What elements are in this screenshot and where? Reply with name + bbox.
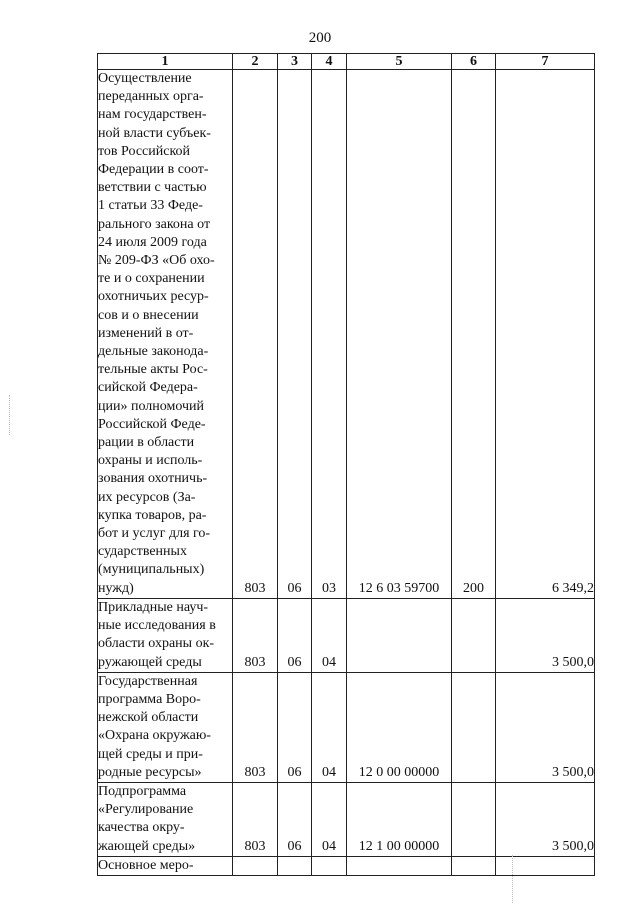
amount-value: 6 349,2 bbox=[496, 70, 595, 599]
target-article-code: 12 0 00 00000 bbox=[347, 672, 452, 782]
table-row bbox=[98, 598, 595, 672]
column-header-4: 4 bbox=[312, 54, 347, 70]
row-description: Государственная программа Воро- нежской области «Охрана окружаю- щей среды и при- родные ресурсы» bbox=[98, 672, 233, 782]
subsection-code: 04 bbox=[312, 672, 347, 782]
expense-type-code: 200 bbox=[452, 70, 496, 599]
row-description: Осуществление переданных орга- нам государствен- ной власти субъек- тов Российской Федерации в соот- ветствии с частью 1 статьи 33 Феде- рального закона от 24 июля 2009 года № 209-ФЗ «Об охо- те и о сохранении охотничьих ресур- сов и о внесении изменений в от- дельные законода- тельные акты Рос- сийской Федера- ции» полномочий Российской Феде- рации в области охраны и исполь- зования охотничь- их ресурсов (За- купка товаров, ра- бот и услуг для го- сударственных (муниципальных) нужд) bbox=[98, 70, 233, 599]
ministry-code: 803 bbox=[233, 672, 278, 782]
column-header-6: 6 bbox=[452, 54, 496, 70]
section-code: 06 bbox=[278, 70, 312, 599]
scan-margin-line bbox=[512, 855, 513, 903]
target-article-code: 12 1 00 00000 bbox=[347, 782, 452, 856]
table-row bbox=[98, 672, 595, 782]
ministry-code: 803 bbox=[233, 598, 278, 672]
table-header-row bbox=[98, 54, 595, 70]
ministry-code bbox=[233, 856, 278, 875]
expense-type-code bbox=[452, 856, 496, 875]
amount-value: 3 500,0 bbox=[496, 598, 595, 672]
amount-value: 3 500,0 bbox=[496, 672, 595, 782]
page-number: 200 bbox=[308, 30, 332, 46]
section-code: 06 bbox=[278, 782, 312, 856]
target-article-code bbox=[347, 856, 452, 875]
row-description: Прикладные науч- ные исследования в области охраны ок- ружающей среды bbox=[98, 598, 233, 672]
expense-type-code bbox=[452, 782, 496, 856]
subsection-code: 03 bbox=[312, 70, 347, 599]
section-code bbox=[278, 856, 312, 875]
amount-value bbox=[496, 856, 595, 875]
column-header-2: 2 bbox=[233, 54, 278, 70]
expense-type-code bbox=[452, 598, 496, 672]
row-description: Основное меро- bbox=[98, 856, 233, 875]
amount-value: 3 500,0 bbox=[496, 782, 595, 856]
subsection-code: 04 bbox=[312, 782, 347, 856]
target-article-code bbox=[347, 598, 452, 672]
table-row bbox=[98, 782, 595, 856]
section-code: 06 bbox=[278, 672, 312, 782]
ministry-code: 803 bbox=[233, 782, 278, 856]
column-header-1: 1 bbox=[98, 54, 233, 70]
row-description: Подпрограмма «Регулирование качества окру- жающей среды» bbox=[98, 782, 233, 856]
ministry-code: 803 bbox=[233, 70, 278, 599]
budget-table bbox=[97, 53, 595, 876]
column-header-3: 3 bbox=[278, 54, 312, 70]
target-article-code: 12 6 03 59700 bbox=[347, 70, 452, 599]
table-row bbox=[98, 70, 595, 599]
expense-type-code bbox=[452, 672, 496, 782]
column-header-5: 5 bbox=[347, 54, 452, 70]
scan-margin-line bbox=[9, 395, 10, 435]
column-header-7: 7 bbox=[496, 54, 595, 70]
subsection-code: 04 bbox=[312, 598, 347, 672]
subsection-code bbox=[312, 856, 347, 875]
section-code: 06 bbox=[278, 598, 312, 672]
table-row bbox=[98, 856, 595, 875]
